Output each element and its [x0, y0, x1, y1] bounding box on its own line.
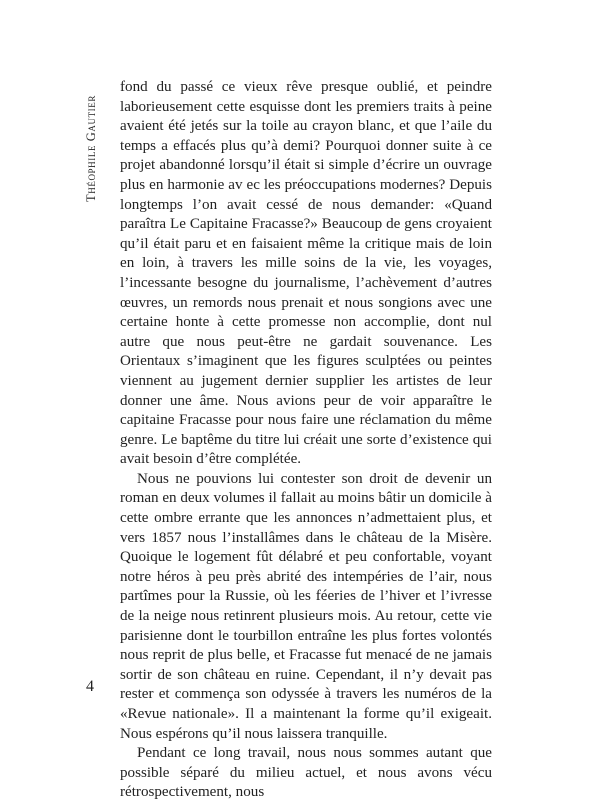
- body-text: [120, 78, 492, 803]
- running-head-author: Théophile Gautier: [83, 94, 98, 202]
- paragraph: Nous ne pouvions lui contester son droit de devenir un roman en deux volumes il fallait au moins bâtir un domicile à cette ombre errante que les annonces n’admettaient plus, et vers 1857 nous l’installâmes dans le château de la Misère. Quoique le logement fût délabré et peu confortable, voyant notre héros à peu près abrité des intempéries de l’air, nous partîmes pour la Russie, où les féeries de l’hiver et l’ivresse de la neige nous retinrent plusieurs mois. Au retour, cette vie parisienne dont le tourbillon entraîne les plus fortes volontés nous reprit de plus belle, et Fracasse fut menacé de ne jamais sortir de son château en ruine. Cependant, il n’y devait pas rester et commença son odyssée à travers les numéros de la «Revue nationale». Il a maintenant la forme qu’il exigeait. Nous espérons qu’il nous laissera tranquille.: [120, 470, 492, 742]
- paragraph: fond du passé ce vieux rêve presque oublié, et peindre laborieusement cette esquisse dont les premiers traits à peine avaient été jetés sur la toile au crayon blanc, et que l’aile du temps a effacés plus qu’à demi? Pourquoi donner suite à ce projet abandonné lorsqu’il était si simple d’écrire un ouvrage plus en harmonie av ec les préoccupations modernes? Depuis longtemps l’on avait cessé de nous demander: «Quand paraîtra Le Capitaine Fracasse?» Beaucoup de gens croyaient qu’il était paru et en faisaient même la critique mais de loin en loin, à travers les mille soins de la vie, les voyages, l’incessante besogne du journalisme, l’achèvement d’autres œuvres, un remords nous prenait et nous songions avec une certaine honte à cette promesse non accomplie, dont nul autre que nous peut-être ne gardait souvenance. Les Orientaux s’imaginent que les figures sculptées ou peintes viennent au jugement dernier supplier les artistes de leur donner une âme. Nous avions peur de voir apparaître le capitaine Fracasse pour nous faire une réclamation du même genre. Le baptême du titre lui créait une sorte d’existence qui avait besoin d’être complétée.: [120, 79, 492, 468]
- page-number: 4: [86, 678, 94, 695]
- running-head: [81, 68, 101, 228]
- paragraph: Pendant ce long travail, nous nous sommes autant que possible séparé du milieu actuel, et nous avons vécu rétrospectivement, nous: [120, 745, 492, 801]
